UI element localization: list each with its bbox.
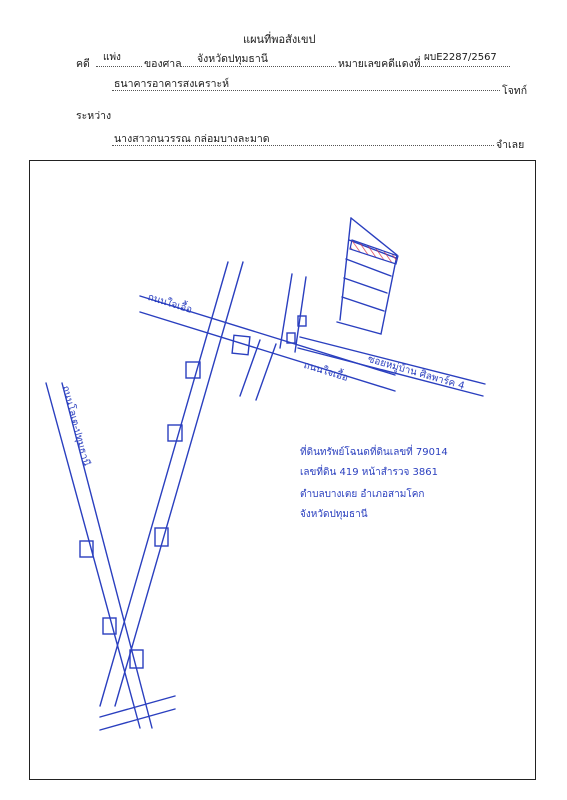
right-soi-right-edge (295, 277, 306, 352)
diagonal-soi-right-edge (115, 262, 243, 706)
property-note-line2: เลขที่ดิน 419 หน้าสำรวจ 3861 (300, 467, 438, 478)
plaintiff-name: ธนาคารอาคารสงเคราะห์ (114, 78, 230, 90)
case-type: แพ่ง (103, 52, 121, 63)
middle-soi-left-edge (240, 340, 260, 396)
property-note-line1: ที่ดินทรัพย์โฉนดที่ดินเลขที่ 79014 (300, 447, 448, 458)
bottom-road-upper-edge (100, 696, 175, 717)
court-name: จังหวัดปทุมธานี (197, 53, 268, 65)
plots-column (337, 218, 397, 334)
subject-plot (350, 240, 398, 264)
diagonal-soi-left-edge (100, 262, 228, 706)
property-note-line3: ตำบลบางเตย อำเภอสามโคก (300, 489, 425, 500)
case-prefix: คดี (76, 58, 90, 70)
road-label-top-left: ถนนใจเอื้อ (146, 291, 194, 316)
road-label-left-vertical: ถนนโลเต-ปทุมธานี (59, 384, 92, 468)
court-label: ของศาล (144, 58, 182, 70)
defendant-name: นางสาวกนวรรณ กล่อมบางละมาด (114, 133, 270, 145)
between-label: ระหว่าง (76, 110, 112, 122)
defendant-role: จำเลย (496, 139, 525, 151)
property-note-line4: จังหวัดปทุมธานี (300, 509, 368, 520)
soi-label-bottom-right: ซอยหมู่บ้าน ศิลพาร์ค 4 (366, 353, 466, 393)
middle-soi-right-edge (256, 344, 276, 400)
right-soi-left-edge (280, 274, 292, 348)
road-label-mid: ถนนใจเอื้อ (302, 359, 350, 384)
page-title: แผนที่พอสังเขป (243, 33, 316, 46)
bottom-road-lower-edge (100, 709, 175, 730)
plaintiff-role: โจทก์ (502, 85, 528, 97)
case-number-label: หมายเลขคดีแดงที่ (338, 58, 421, 70)
case-number: ผบE2287/2567 (424, 52, 497, 63)
